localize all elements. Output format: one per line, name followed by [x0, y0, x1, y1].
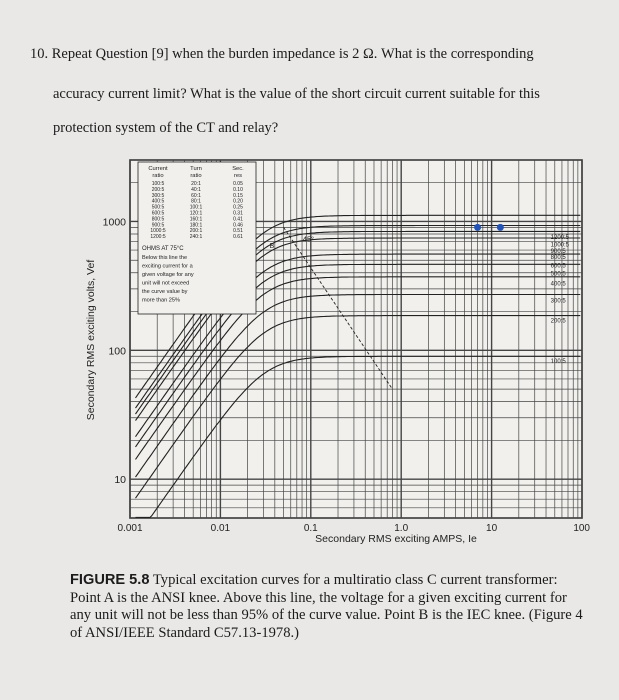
blue-dot — [497, 224, 504, 231]
table-cell: 0.31 — [233, 210, 243, 217]
table-note-line: given voltage for any — [142, 272, 194, 278]
table-cell: 1200:5 — [150, 234, 166, 241]
table-header: Turn — [190, 166, 202, 172]
table-note-line: unit will not exceed — [142, 280, 190, 287]
table-cell: 0.46 — [233, 222, 243, 229]
curve-label: 1200:5 — [550, 235, 570, 242]
table-cell: 0.10 — [233, 186, 243, 193]
curve-label: 100:5 — [550, 358, 566, 365]
curve-label: 900:5 — [550, 248, 566, 255]
table-header: ratio — [152, 173, 164, 179]
table-cell: 20:1 — [191, 181, 201, 187]
curve-label: 500:5 — [550, 271, 566, 278]
table-cell: 1000:5 — [150, 228, 166, 235]
table-cell: 200:1 — [189, 228, 203, 235]
y-tick-label: 1000 — [102, 216, 126, 229]
table-cell: 500:5 — [151, 204, 165, 211]
table-cell: 0.41 — [233, 216, 243, 223]
table-cell: 40:1 — [191, 186, 201, 193]
blue-dot — [474, 224, 481, 231]
caption-line-4: of ANSI/IEEE Standard C57.13-1978.) — [70, 624, 300, 641]
x-tick-label: 100 — [573, 523, 590, 534]
table-note-line: Below this line the — [142, 255, 188, 261]
angle-annotation: 45° — [302, 234, 315, 244]
curve-label: 800:5 — [550, 255, 566, 262]
table-header: res — [233, 173, 243, 179]
curve-label: 300:5 — [550, 298, 566, 305]
table-header: Sec. — [232, 166, 244, 172]
table-cell: 0.61 — [233, 234, 243, 241]
x-tick-label: 0.1 — [303, 523, 318, 534]
figure-caption — [70, 572, 605, 642]
table-note-line: the curve value by — [142, 289, 188, 295]
x-axis-label: Secondary RMS exciting AMPS, Ie — [315, 533, 477, 545]
table-cell: 200:5 — [151, 186, 165, 193]
table-note-line: exciting current for a — [142, 263, 193, 270]
table-note-line: more than 25% — [142, 297, 180, 304]
y-tick-label: 100 — [108, 345, 126, 358]
curve-label: 600:5 — [550, 263, 566, 270]
table-cell: 100:1 — [189, 204, 203, 211]
table-header: ratio — [190, 173, 202, 179]
caption-line-3: any unit will not be less than 95% of the curve value. Point B is the IEC knee. (Figure 4 — [70, 607, 583, 623]
question-line-3: protection system of the CT and relay? — [53, 120, 279, 136]
table-cell: 0.15 — [233, 192, 243, 199]
point-b-label: B — [269, 243, 275, 251]
table-cell: 0.25 — [233, 204, 243, 211]
curve-label: 400:5 — [550, 281, 566, 288]
y-axis-label: Secondary RMS exciting volts, Vef — [85, 259, 97, 421]
caption-line-1: Typical excitation curves for a multiratio class C current transformer: — [152, 572, 558, 588]
x-tick-label: 10 — [486, 523, 498, 534]
table-cell: 0.20 — [233, 198, 243, 205]
table-note: OHMS AT 75°C — [142, 246, 184, 252]
x-tick-label: 1.0 — [394, 523, 409, 534]
x-tick-label: 0.01 — [210, 523, 231, 534]
table-cell: 160:1 — [189, 216, 203, 223]
question-line-2: accuracy current limit? What is the value of the short circuit current suitable for this — [53, 86, 540, 102]
x-tick-label: 0.001 — [117, 523, 143, 534]
table-cell: 0.51 — [233, 228, 243, 235]
table-cell: 900:5 — [151, 222, 165, 229]
table-header: Current — [148, 166, 168, 172]
table-cell: 800:5 — [151, 216, 165, 223]
table-cell: 100:5 — [151, 181, 165, 187]
table-cell: 240:1 — [189, 234, 203, 241]
table-cell: 80:1 — [191, 198, 201, 205]
caption-label: FIGURE 5.8 — [70, 572, 150, 588]
table-cell: 0.05 — [233, 181, 243, 187]
curve-label: 1000:5 — [550, 242, 570, 249]
table-cell: 60:1 — [191, 192, 201, 199]
table-cell: 600:5 — [151, 210, 165, 217]
table-cell: 180:1 — [189, 222, 203, 229]
caption-line-2: Point A is the ANSI knee. Above this line, the voltage for a given exciting current for — [70, 589, 567, 606]
curve-label: 200:5 — [550, 318, 566, 325]
y-tick-label: 10 — [114, 474, 126, 487]
table-cell: 120:1 — [189, 210, 203, 217]
table-cell: 400:5 — [151, 198, 165, 205]
table-cell: 300:5 — [151, 192, 165, 199]
question-line-1: 10. Repeat Question [9] when the burden impedance is 2 Ω. What is the corresponding — [30, 46, 534, 62]
